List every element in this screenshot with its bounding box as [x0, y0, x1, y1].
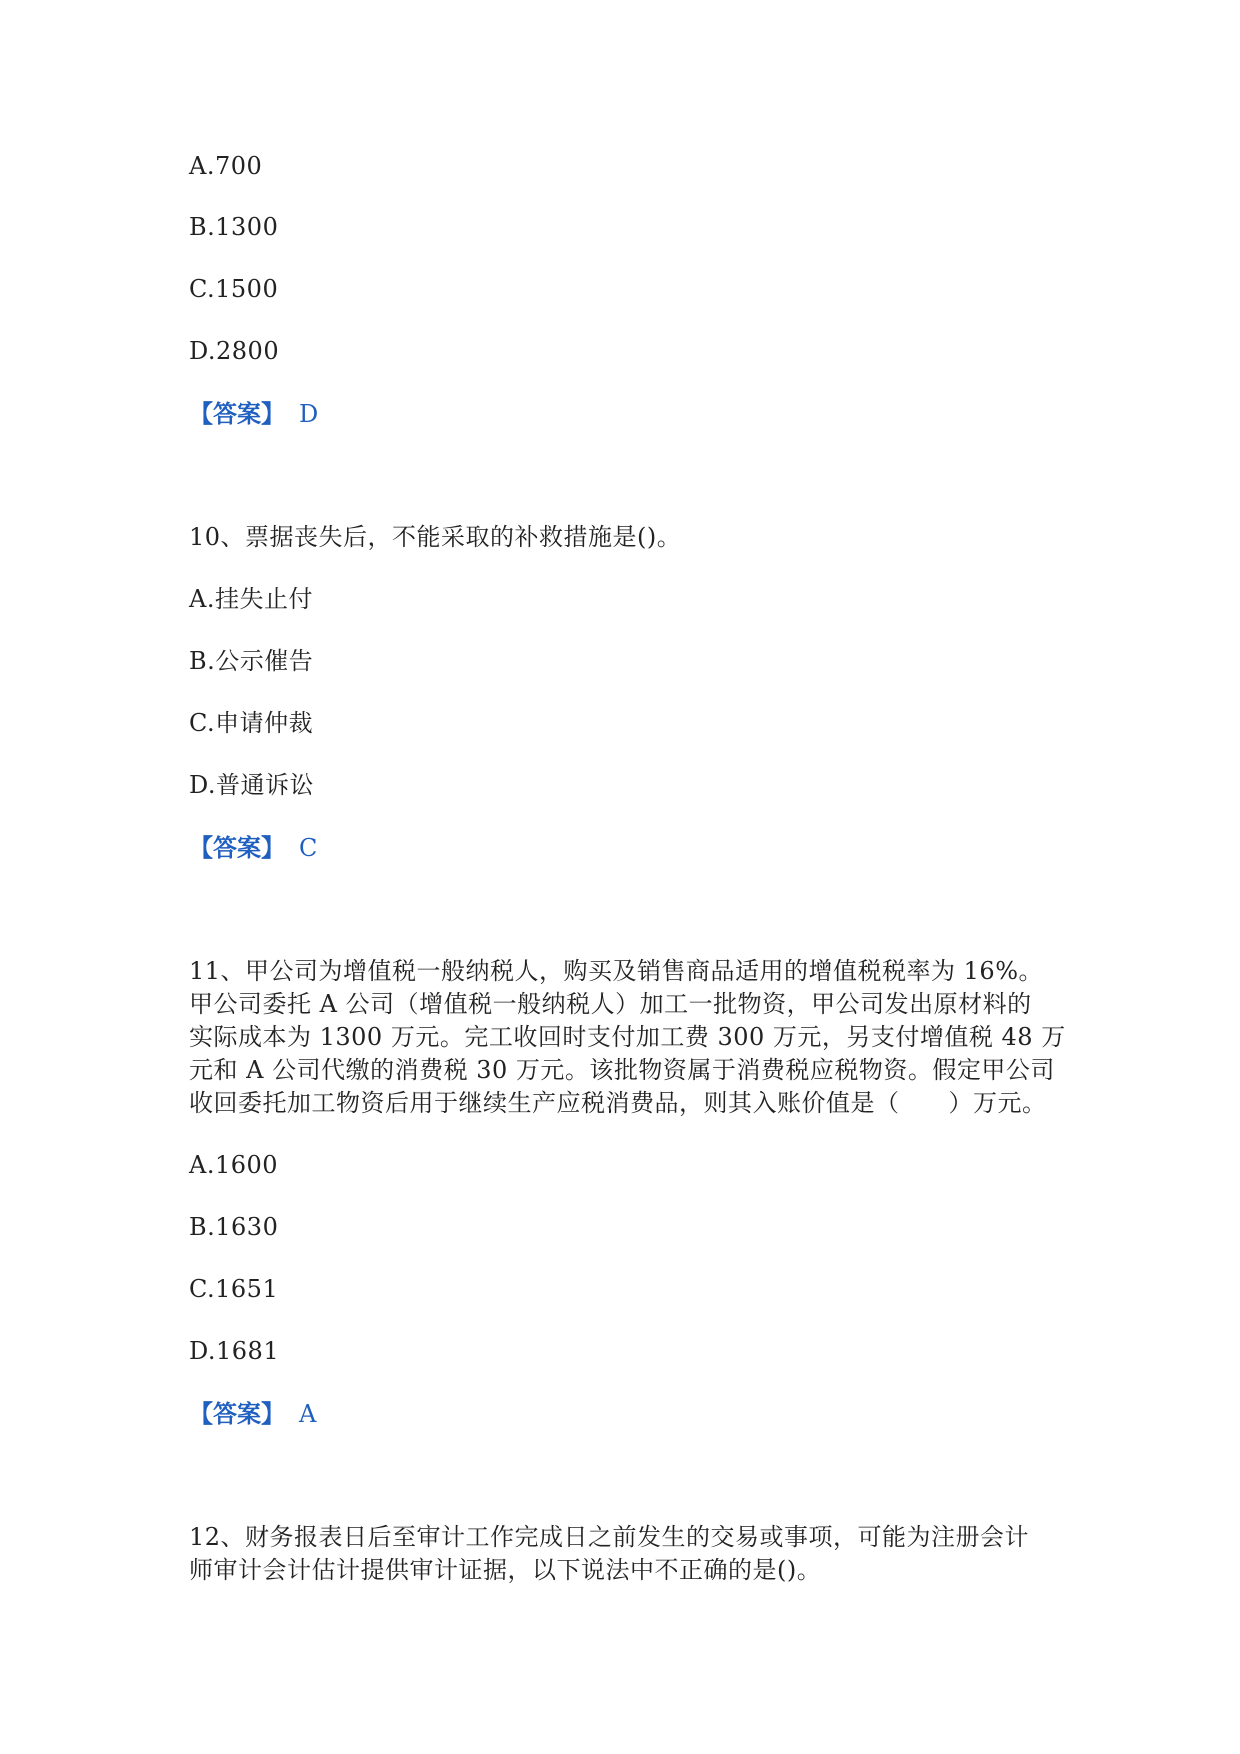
option-9-a: A.700 — [189, 152, 263, 180]
option-9-d: D.2800 — [189, 337, 280, 365]
question-11-line-1: 11、甲公司为增值税一般纳税人，购买及销售商品适用的增值税税率为 16%。 — [189, 957, 1044, 985]
question-11-line-3: 实际成本为 1300 万元。完工收回时支付加工费 300 万元，另支付增值税 48 万 — [189, 1023, 1066, 1051]
answer-value: A — [299, 1400, 317, 1428]
question-11-line-5: 收回委托加工物资后用于继续生产应税消费品，则其入账价值是（ ）万元。 — [189, 1089, 1047, 1117]
question-12-line-1: 12、财务报表日后至审计工作完成日之前发生的交易或事项，可能为注册会计 — [189, 1523, 1030, 1551]
answer-9 — [189, 397, 318, 431]
question-11-line-2: 甲公司委托 A 公司（增值税一般纳税人）加工一批物资，甲公司发出原材料的 — [189, 990, 1032, 1018]
answer-label: 【答案】 — [189, 399, 285, 428]
answer-11 — [189, 1397, 316, 1431]
answer-value: D — [299, 400, 319, 428]
option-9-c: C.1500 — [189, 275, 279, 303]
question-11-line-4: 元和 A 公司代缴的消费税 30 万元。该批物资属于消费税应税物资。假定甲公司 — [189, 1056, 1055, 1084]
answer-value: C — [299, 834, 318, 862]
option-10-b: B.公示催告 — [189, 647, 314, 675]
answer-label: 【答案】 — [189, 833, 285, 862]
option-9-b: B.1300 — [189, 213, 279, 241]
answer-10 — [189, 831, 317, 865]
option-11-b: B.1630 — [189, 1213, 279, 1241]
answer-label: 【答案】 — [189, 1399, 285, 1428]
option-10-c: C.申请仲裁 — [189, 709, 314, 737]
option-10-a: A.挂失止付 — [189, 585, 313, 613]
option-10-d: D.普通诉讼 — [189, 771, 315, 799]
option-11-d: D.1681 — [189, 1337, 280, 1365]
option-11-c: C.1651 — [189, 1275, 279, 1303]
option-11-a: A.1600 — [189, 1151, 279, 1179]
question-12-line-2: 师审计会计估计提供审计证据，以下说法中不正确的是()。 — [189, 1556, 822, 1584]
question-10-line-1: 10、票据丧失后，不能采取的补救措施是()。 — [189, 523, 682, 551]
